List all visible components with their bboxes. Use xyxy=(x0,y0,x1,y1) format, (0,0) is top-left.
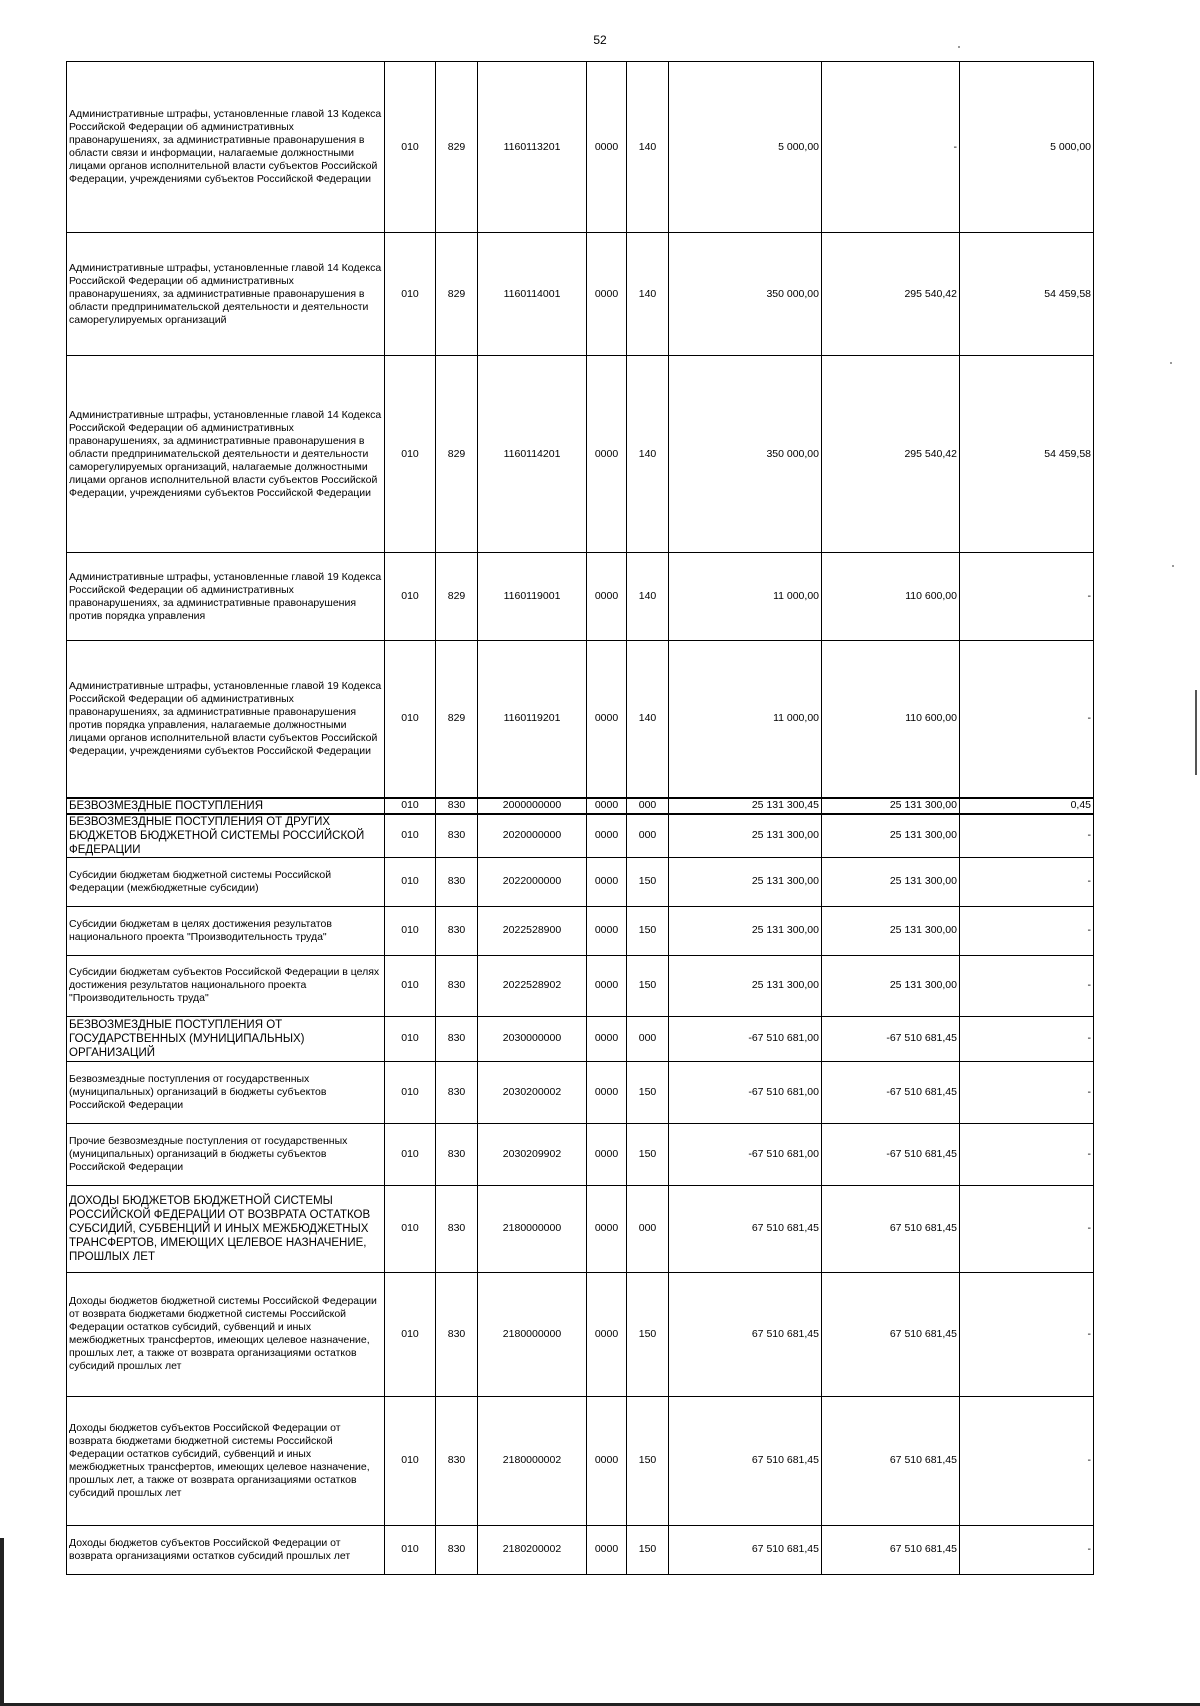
code-cell-4: 0000 xyxy=(587,1123,627,1185)
code-cell-2: 830 xyxy=(436,1396,478,1525)
code-cell-3: 2022528900 xyxy=(478,906,587,955)
amount-cell-1: 11 000,00 xyxy=(669,553,822,641)
amount-cell-1: 67 510 681,45 xyxy=(669,1525,822,1574)
income-name-cell: Административные штрафы, установленные главой 14 Кодекса Российской Федерации об административных правонарушениях, за административные правонарушения в области предпринимательской деятельности и деятельности саморегулируемых организаций, налагаемые должностными лицами органов исполнительной власти субъектов Российской Федерации, учреждениями субъектов Российской Федерации xyxy=(67,356,385,553)
code-cell-3: 1160119001 xyxy=(478,553,587,641)
code-cell-1: 010 xyxy=(385,233,436,356)
code-cell-4: 0000 xyxy=(587,857,627,906)
code-cell-2: 830 xyxy=(436,798,478,814)
amount-cell-1: 350 000,00 xyxy=(669,233,822,356)
income-name-cell: ДОХОДЫ БЮДЖЕТОВ БЮДЖЕТНОЙ СИСТЕМЫ РОССИЙСКОЙ ФЕДЕРАЦИИ ОТ ВОЗВРАТА ОСТАТКОВ СУБСИДИЙ, СУБВЕНЦИЙ И ИНЫХ МЕЖБЮДЖЕТНЫХ ТРАНСФЕРТОВ, ИМЕЮЩИХ ЦЕЛЕВОЕ НАЗНАЧЕНИЕ, ПРОШЛЫХ ЛЕТ xyxy=(67,1185,385,1272)
code-cell-2: 829 xyxy=(436,62,478,233)
code-cell-4: 0000 xyxy=(587,1272,627,1396)
code-cell-2: 830 xyxy=(436,857,478,906)
amount-cell-1: -67 510 681,00 xyxy=(669,1061,822,1123)
code-cell-3: 2180000000 xyxy=(478,1272,587,1396)
amount-cell-2: 25 131 300,00 xyxy=(822,955,960,1016)
code-cell-3: 2000000000 xyxy=(478,798,587,814)
code-cell-1: 010 xyxy=(385,1396,436,1525)
amount-cell-1: 67 510 681,45 xyxy=(669,1396,822,1525)
amount-cell-3: - xyxy=(960,1185,1094,1272)
code-cell-3: 1160114001 xyxy=(478,233,587,356)
code-cell-1: 010 xyxy=(385,1185,436,1272)
code-cell-5: 150 xyxy=(627,906,669,955)
code-cell-5: 000 xyxy=(627,1185,669,1272)
code-cell-5: 140 xyxy=(627,62,669,233)
table-row xyxy=(67,1061,1094,1123)
amount-cell-3: - xyxy=(960,553,1094,641)
amount-cell-1: 350 000,00 xyxy=(669,356,822,553)
code-cell-4: 0000 xyxy=(587,553,627,641)
income-name-cell: Административные штрафы, установленные главой 13 Кодекса Российской Федерации об административных правонарушениях, за административные правонарушения в области связи и информации, налагаемые должностными лицами органов исполнительной власти субъектов Российской Федерации, учреждениями субъектов Российской Федерации xyxy=(67,62,385,233)
table-row xyxy=(67,814,1094,858)
income-name-cell: Безвозмездные поступления от государственных (муниципальных) организаций в бюджеты субъектов Российской Федерации xyxy=(67,1061,385,1123)
code-cell-3: 2030209902 xyxy=(478,1123,587,1185)
code-cell-5: 150 xyxy=(627,1525,669,1574)
table-row xyxy=(67,1016,1094,1061)
code-cell-4: 0000 xyxy=(587,641,627,798)
code-cell-5: 150 xyxy=(627,955,669,1016)
table-row xyxy=(67,1525,1094,1574)
amount-cell-2: - xyxy=(822,62,960,233)
amount-cell-2: 67 510 681,45 xyxy=(822,1272,960,1396)
code-cell-3: 2022000000 xyxy=(478,857,587,906)
income-name-cell: БЕЗВОЗМЕЗДНЫЕ ПОСТУПЛЕНИЯ xyxy=(67,798,385,814)
code-cell-5: 150 xyxy=(627,1123,669,1185)
amount-cell-2: 25 131 300,00 xyxy=(822,814,960,858)
income-name-cell: Доходы бюджетов субъектов Российской Федерации от возврата бюджетами бюджетной системы Российской Федерации остатков субсидий, субвенций и иных межбюджетных трансфертов, имеющих целевое назначение, прошлых лет, а также от возврата организациями остатков субсидий прошлых лет xyxy=(67,1396,385,1525)
amount-cell-1: 25 131 300,00 xyxy=(669,955,822,1016)
amount-cell-1: 67 510 681,45 xyxy=(669,1272,822,1396)
budget-income-table xyxy=(66,61,1094,1575)
amount-cell-1: -67 510 681,00 xyxy=(669,1016,822,1061)
code-cell-1: 010 xyxy=(385,1525,436,1574)
amount-cell-2: 67 510 681,45 xyxy=(822,1525,960,1574)
code-cell-3: 2030200002 xyxy=(478,1061,587,1123)
amount-cell-2: 67 510 681,45 xyxy=(822,1396,960,1525)
code-cell-5: 150 xyxy=(627,1272,669,1396)
table-row xyxy=(67,641,1094,798)
code-cell-3: 2020000000 xyxy=(478,814,587,858)
code-cell-1: 010 xyxy=(385,62,436,233)
table-row xyxy=(67,798,1094,814)
income-name-cell: Административные штрафы, установленные главой 19 Кодекса Российской Федерации об административных правонарушениях, за административные правонарушения против порядка управления, налагаемые должностными лицами органов исполнительной власти субъектов Российской Федерации, учреждениями субъектов Российской Федерации xyxy=(67,641,385,798)
code-cell-3: 1160119201 xyxy=(478,641,587,798)
code-cell-1: 010 xyxy=(385,857,436,906)
amount-cell-3: 54 459,58 xyxy=(960,233,1094,356)
code-cell-2: 830 xyxy=(436,906,478,955)
code-cell-1: 010 xyxy=(385,356,436,553)
code-cell-1: 010 xyxy=(385,798,436,814)
code-cell-3: 2022528902 xyxy=(478,955,587,1016)
table-row xyxy=(67,356,1094,553)
table-row xyxy=(67,233,1094,356)
amount-cell-1: 67 510 681,45 xyxy=(669,1185,822,1272)
amount-cell-2: 25 131 300,00 xyxy=(822,906,960,955)
income-name-cell: Административные штрафы, установленные главой 19 Кодекса Российской Федерации об административных правонарушениях, за административные правонарушения против порядка управления xyxy=(67,553,385,641)
income-name-cell: Субсидии бюджетам бюджетной системы Российской Федерации (межбюджетные субсидии) xyxy=(67,857,385,906)
table-row xyxy=(67,857,1094,906)
code-cell-2: 830 xyxy=(436,1525,478,1574)
code-cell-4: 0000 xyxy=(587,1525,627,1574)
amount-cell-2: 110 600,00 xyxy=(822,641,960,798)
amount-cell-1: 25 131 300,00 xyxy=(669,906,822,955)
code-cell-3: 2180200002 xyxy=(478,1525,587,1574)
table-row xyxy=(67,62,1094,233)
code-cell-5: 000 xyxy=(627,814,669,858)
code-cell-1: 010 xyxy=(385,1123,436,1185)
code-cell-4: 0000 xyxy=(587,1185,627,1272)
code-cell-4: 0000 xyxy=(587,233,627,356)
income-name-cell: БЕЗВОЗМЕЗДНЫЕ ПОСТУПЛЕНИЯ ОТ ДРУГИХ БЮДЖЕТОВ БЮДЖЕТНОЙ СИСТЕМЫ РОССИЙСКОЙ ФЕДЕРАЦИИ xyxy=(67,814,385,858)
code-cell-5: 140 xyxy=(627,233,669,356)
amount-cell-1: 5 000,00 xyxy=(669,62,822,233)
amount-cell-2: 110 600,00 xyxy=(822,553,960,641)
table-row xyxy=(67,1185,1094,1272)
code-cell-1: 010 xyxy=(385,641,436,798)
amount-cell-2: 67 510 681,45 xyxy=(822,1185,960,1272)
amount-cell-3: - xyxy=(960,1272,1094,1396)
code-cell-2: 830 xyxy=(436,1185,478,1272)
code-cell-1: 010 xyxy=(385,955,436,1016)
code-cell-3: 1160114201 xyxy=(478,356,587,553)
amount-cell-3: - xyxy=(960,641,1094,798)
code-cell-4: 0000 xyxy=(587,1061,627,1123)
code-cell-2: 830 xyxy=(436,1061,478,1123)
table-row xyxy=(67,1123,1094,1185)
table-row xyxy=(67,955,1094,1016)
income-name-cell: Субсидии бюджетам в целях достижения результатов национального проекта "Производительность труда" xyxy=(67,906,385,955)
amount-cell-2: -67 510 681,45 xyxy=(822,1123,960,1185)
scan-speck xyxy=(1172,565,1174,567)
code-cell-4: 0000 xyxy=(587,798,627,814)
amount-cell-1: 25 131 300,00 xyxy=(669,857,822,906)
code-cell-4: 0000 xyxy=(587,906,627,955)
amount-cell-3: - xyxy=(960,814,1094,858)
amount-cell-2: 295 540,42 xyxy=(822,233,960,356)
amount-cell-3: 5 000,00 xyxy=(960,62,1094,233)
amount-cell-2: 25 131 300,00 xyxy=(822,798,960,814)
amount-cell-3: - xyxy=(960,955,1094,1016)
code-cell-1: 010 xyxy=(385,553,436,641)
code-cell-4: 0000 xyxy=(587,955,627,1016)
amount-cell-2: 25 131 300,00 xyxy=(822,857,960,906)
income-name-cell: БЕЗВОЗМЕЗДНЫЕ ПОСТУПЛЕНИЯ ОТ ГОСУДАРСТВЕННЫХ (МУНИЦИПАЛЬНЫХ) ОРГАНИЗАЦИЙ xyxy=(67,1016,385,1061)
code-cell-3: 2180000000 xyxy=(478,1185,587,1272)
code-cell-2: 830 xyxy=(436,1123,478,1185)
scan-speck xyxy=(958,46,960,48)
amount-cell-3: 54 459,58 xyxy=(960,356,1094,553)
scan-mark xyxy=(1195,690,1197,775)
code-cell-5: 140 xyxy=(627,356,669,553)
amount-cell-3: - xyxy=(960,1396,1094,1525)
code-cell-5: 150 xyxy=(627,1396,669,1525)
amount-cell-3: - xyxy=(960,1061,1094,1123)
code-cell-4: 0000 xyxy=(587,1016,627,1061)
code-cell-2: 830 xyxy=(436,1272,478,1396)
amount-cell-3: - xyxy=(960,1525,1094,1574)
scan-edge xyxy=(0,1538,4,1706)
income-name-cell: Административные штрафы, установленные главой 14 Кодекса Российской Федерации об административных правонарушениях, за административные правонарушения в области предпринимательской деятельности и деятельности саморегулируемых организаций xyxy=(67,233,385,356)
income-name-cell: Прочие безвозмездные поступления от государственных (муниципальных) организаций в бюджеты субъектов Российской Федерации xyxy=(67,1123,385,1185)
amount-cell-3: - xyxy=(960,906,1094,955)
code-cell-4: 0000 xyxy=(587,356,627,553)
amount-cell-1: 25 131 300,00 xyxy=(669,814,822,858)
code-cell-3: 2030000000 xyxy=(478,1016,587,1061)
code-cell-4: 0000 xyxy=(587,62,627,233)
table-row xyxy=(67,1272,1094,1396)
code-cell-1: 010 xyxy=(385,1016,436,1061)
code-cell-5: 150 xyxy=(627,857,669,906)
table-row xyxy=(67,553,1094,641)
code-cell-2: 829 xyxy=(436,553,478,641)
amount-cell-2: 295 540,42 xyxy=(822,356,960,553)
code-cell-5: 140 xyxy=(627,641,669,798)
code-cell-5: 150 xyxy=(627,1061,669,1123)
code-cell-1: 010 xyxy=(385,1272,436,1396)
code-cell-5: 000 xyxy=(627,798,669,814)
amount-cell-1: 11 000,00 xyxy=(669,641,822,798)
amount-cell-1: -67 510 681,00 xyxy=(669,1123,822,1185)
code-cell-2: 829 xyxy=(436,233,478,356)
code-cell-2: 829 xyxy=(436,641,478,798)
code-cell-2: 830 xyxy=(436,1016,478,1061)
amount-cell-1: 25 131 300,45 xyxy=(669,798,822,814)
page-number: 52 xyxy=(593,33,607,47)
code-cell-1: 010 xyxy=(385,814,436,858)
table-row xyxy=(67,906,1094,955)
code-cell-1: 010 xyxy=(385,906,436,955)
income-name-cell: Доходы бюджетов субъектов Российской Федерации от возврата организациями остатков субсидий прошлых лет xyxy=(67,1525,385,1574)
code-cell-5: 000 xyxy=(627,1016,669,1061)
income-name-cell: Субсидии бюджетам субъектов Российской Федерации в целях достижения результатов национального проекта "Производительность труда" xyxy=(67,955,385,1016)
amount-cell-3: - xyxy=(960,857,1094,906)
income-name-cell: Доходы бюджетов бюджетной системы Российской Федерации от возврата бюджетами бюджетной системы Российской Федерации остатков субсидий, субвенций и иных межбюджетных трансфертов, имеющих целевое назначение, прошлых лет, а также от возврата организациями остатков субсидий прошлых лет xyxy=(67,1272,385,1396)
scan-speck xyxy=(1170,362,1172,364)
amount-cell-3: - xyxy=(960,1016,1094,1061)
code-cell-2: 829 xyxy=(436,356,478,553)
code-cell-4: 0000 xyxy=(587,814,627,858)
amount-cell-3: 0,45 xyxy=(960,798,1094,814)
code-cell-1: 010 xyxy=(385,1061,436,1123)
amount-cell-2: -67 510 681,45 xyxy=(822,1061,960,1123)
table-row xyxy=(67,1396,1094,1525)
amount-cell-3: - xyxy=(960,1123,1094,1185)
code-cell-5: 140 xyxy=(627,553,669,641)
amount-cell-2: -67 510 681,45 xyxy=(822,1016,960,1061)
code-cell-3: 1160113201 xyxy=(478,62,587,233)
code-cell-4: 0000 xyxy=(587,1396,627,1525)
code-cell-2: 830 xyxy=(436,955,478,1016)
code-cell-3: 2180000002 xyxy=(478,1396,587,1525)
code-cell-2: 830 xyxy=(436,814,478,858)
